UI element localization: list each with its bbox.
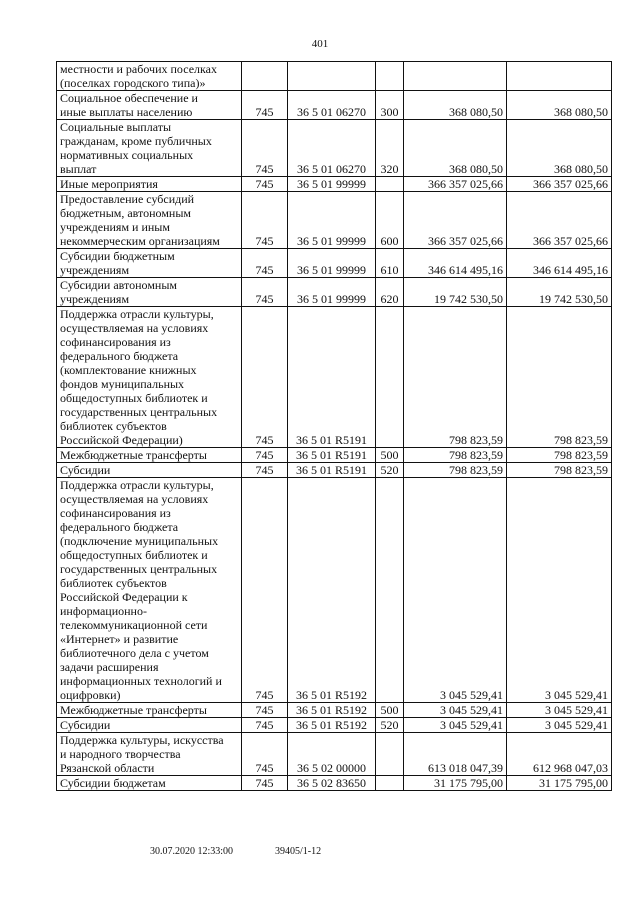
page-number: 401 [311, 38, 329, 50]
row-csr: 36 5 01 99999 [288, 249, 376, 278]
row-ved: 745 [242, 192, 288, 249]
row-ved: 745 [242, 278, 288, 307]
row-sum-2: 366 357 025,66 [507, 177, 612, 192]
row-sum-2: 612 968 047,03 [507, 733, 612, 776]
row-vr [376, 776, 404, 791]
row-ved: 745 [242, 120, 288, 177]
row-vr: 320 [376, 120, 404, 177]
row-csr: 36 5 01 R5191 [288, 463, 376, 478]
row-name: Социальные выплаты гражданам, кроме публичных нормативных социальных выплат [57, 120, 242, 177]
row-vr: 600 [376, 192, 404, 249]
row-vr [376, 62, 404, 91]
row-sum-1: 798 823,59 [404, 463, 507, 478]
table-row [57, 62, 612, 91]
row-ved: 745 [242, 478, 288, 703]
table-row [57, 249, 612, 278]
table-row [57, 718, 612, 733]
row-ved [242, 62, 288, 91]
row-vr [376, 177, 404, 192]
row-sum-2: 368 080,50 [507, 120, 612, 177]
row-name: Субсидии [57, 463, 242, 478]
row-name: Субсидии [57, 718, 242, 733]
row-sum-1: 366 357 025,66 [404, 177, 507, 192]
row-ved: 745 [242, 703, 288, 718]
row-vr [376, 733, 404, 776]
table-row [57, 478, 612, 703]
row-name: Субсидии бюджетам [57, 776, 242, 791]
row-sum-2: 3 045 529,41 [507, 703, 612, 718]
row-csr: 36 5 01 06270 [288, 120, 376, 177]
row-vr: 520 [376, 463, 404, 478]
row-csr: 36 5 01 R5191 [288, 448, 376, 463]
row-sum-2: 366 357 025,66 [507, 192, 612, 249]
row-vr: 500 [376, 448, 404, 463]
row-name: Предоставление субсидий бюджетным, автономным учреждениям и иным некоммерческим организациям [57, 192, 242, 249]
row-csr: 36 5 01 R5191 [288, 307, 376, 448]
row-name: Субсидии автономным учреждениям [57, 278, 242, 307]
footer-doc-code: 39405/1-12 [275, 846, 322, 857]
row-ved: 745 [242, 463, 288, 478]
row-vr: 300 [376, 91, 404, 120]
row-ved: 745 [242, 91, 288, 120]
row-csr [288, 62, 376, 91]
table-row [57, 192, 612, 249]
row-sum-2: 798 823,59 [507, 448, 612, 463]
row-sum-2: 798 823,59 [507, 463, 612, 478]
row-name: Межбюджетные трансферты [57, 448, 242, 463]
table-row [57, 448, 612, 463]
table-row [57, 177, 612, 192]
row-sum-1: 798 823,59 [404, 448, 507, 463]
row-sum-1: 346 614 495,16 [404, 249, 507, 278]
row-name: Социальное обеспечение и иные выплаты населению [57, 91, 242, 120]
row-csr: 36 5 01 R5192 [288, 703, 376, 718]
row-sum-1: 368 080,50 [404, 120, 507, 177]
row-csr: 36 5 01 06270 [288, 91, 376, 120]
row-ved: 745 [242, 177, 288, 192]
table-row [57, 703, 612, 718]
row-sum-2: 31 175 795,00 [507, 776, 612, 791]
row-sum-2: 3 045 529,41 [507, 478, 612, 703]
row-name: Субсидии бюджетным учреждениям [57, 249, 242, 278]
row-csr: 36 5 01 99999 [288, 192, 376, 249]
row-sum-2: 3 045 529,41 [507, 718, 612, 733]
row-csr: 36 5 02 00000 [288, 733, 376, 776]
row-name: Межбюджетные трансферты [57, 703, 242, 718]
row-sum-2 [507, 62, 612, 91]
row-name: местности и рабочих поселках (поселках городского типа)» [57, 62, 242, 91]
row-sum-1: 798 823,59 [404, 307, 507, 448]
row-sum-1 [404, 62, 507, 91]
table-row [57, 91, 612, 120]
row-sum-1: 3 045 529,41 [404, 478, 507, 703]
row-name: Поддержка отрасли культуры, осуществляемая на условиях софинансирования из федерального бюджета (комплектование книжных фондов муниципальных общедоступных библиотек и государственных центральных библиотек субъектов Российской Федерации) [57, 307, 242, 448]
row-vr: 520 [376, 718, 404, 733]
row-csr: 36 5 01 99999 [288, 177, 376, 192]
row-vr [376, 478, 404, 703]
table-row [57, 278, 612, 307]
row-sum-2: 19 742 530,50 [507, 278, 612, 307]
row-sum-2: 368 080,50 [507, 91, 612, 120]
row-name: Поддержка культуры, искусства и народного творчества Рязанской области [57, 733, 242, 776]
footer-timestamp: 30.07.2020 12:33:00 [150, 846, 234, 857]
table-row [57, 776, 612, 791]
row-ved: 745 [242, 448, 288, 463]
table-row [57, 733, 612, 776]
row-sum-1: 31 175 795,00 [404, 776, 507, 791]
row-csr: 36 5 01 99999 [288, 278, 376, 307]
row-sum-1: 613 018 047,39 [404, 733, 507, 776]
row-name: Иные мероприятия [57, 177, 242, 192]
row-csr: 36 5 01 R5192 [288, 478, 376, 703]
row-vr: 610 [376, 249, 404, 278]
row-name: Поддержка отрасли культуры, осуществляемая на условиях софинансирования из федерального бюджета (подключение муниципальных общедоступных библиотек и государственных центральных библиотек субъектов Российской Федерации к информационно- телекоммуникационной сети «Интернет» и развитие библиотечного дела с учетом задачи расширения информационных технологий и оцифровки) [57, 478, 242, 703]
row-ved: 745 [242, 733, 288, 776]
row-csr: 36 5 01 R5192 [288, 718, 376, 733]
row-vr: 620 [376, 278, 404, 307]
table-row [57, 120, 612, 177]
row-sum-1: 366 357 025,66 [404, 192, 507, 249]
row-ved: 745 [242, 249, 288, 278]
row-ved: 745 [242, 718, 288, 733]
row-ved: 745 [242, 307, 288, 448]
row-ved: 745 [242, 776, 288, 791]
table-row [57, 463, 612, 478]
row-sum-1: 3 045 529,41 [404, 703, 507, 718]
budget-table [56, 61, 612, 791]
table-row [57, 307, 612, 448]
row-sum-1: 368 080,50 [404, 91, 507, 120]
row-csr: 36 5 02 83650 [288, 776, 376, 791]
row-sum-1: 3 045 529,41 [404, 718, 507, 733]
row-sum-2: 798 823,59 [507, 307, 612, 448]
row-vr: 500 [376, 703, 404, 718]
row-sum-1: 19 742 530,50 [404, 278, 507, 307]
row-sum-2: 346 614 495,16 [507, 249, 612, 278]
row-vr [376, 307, 404, 448]
